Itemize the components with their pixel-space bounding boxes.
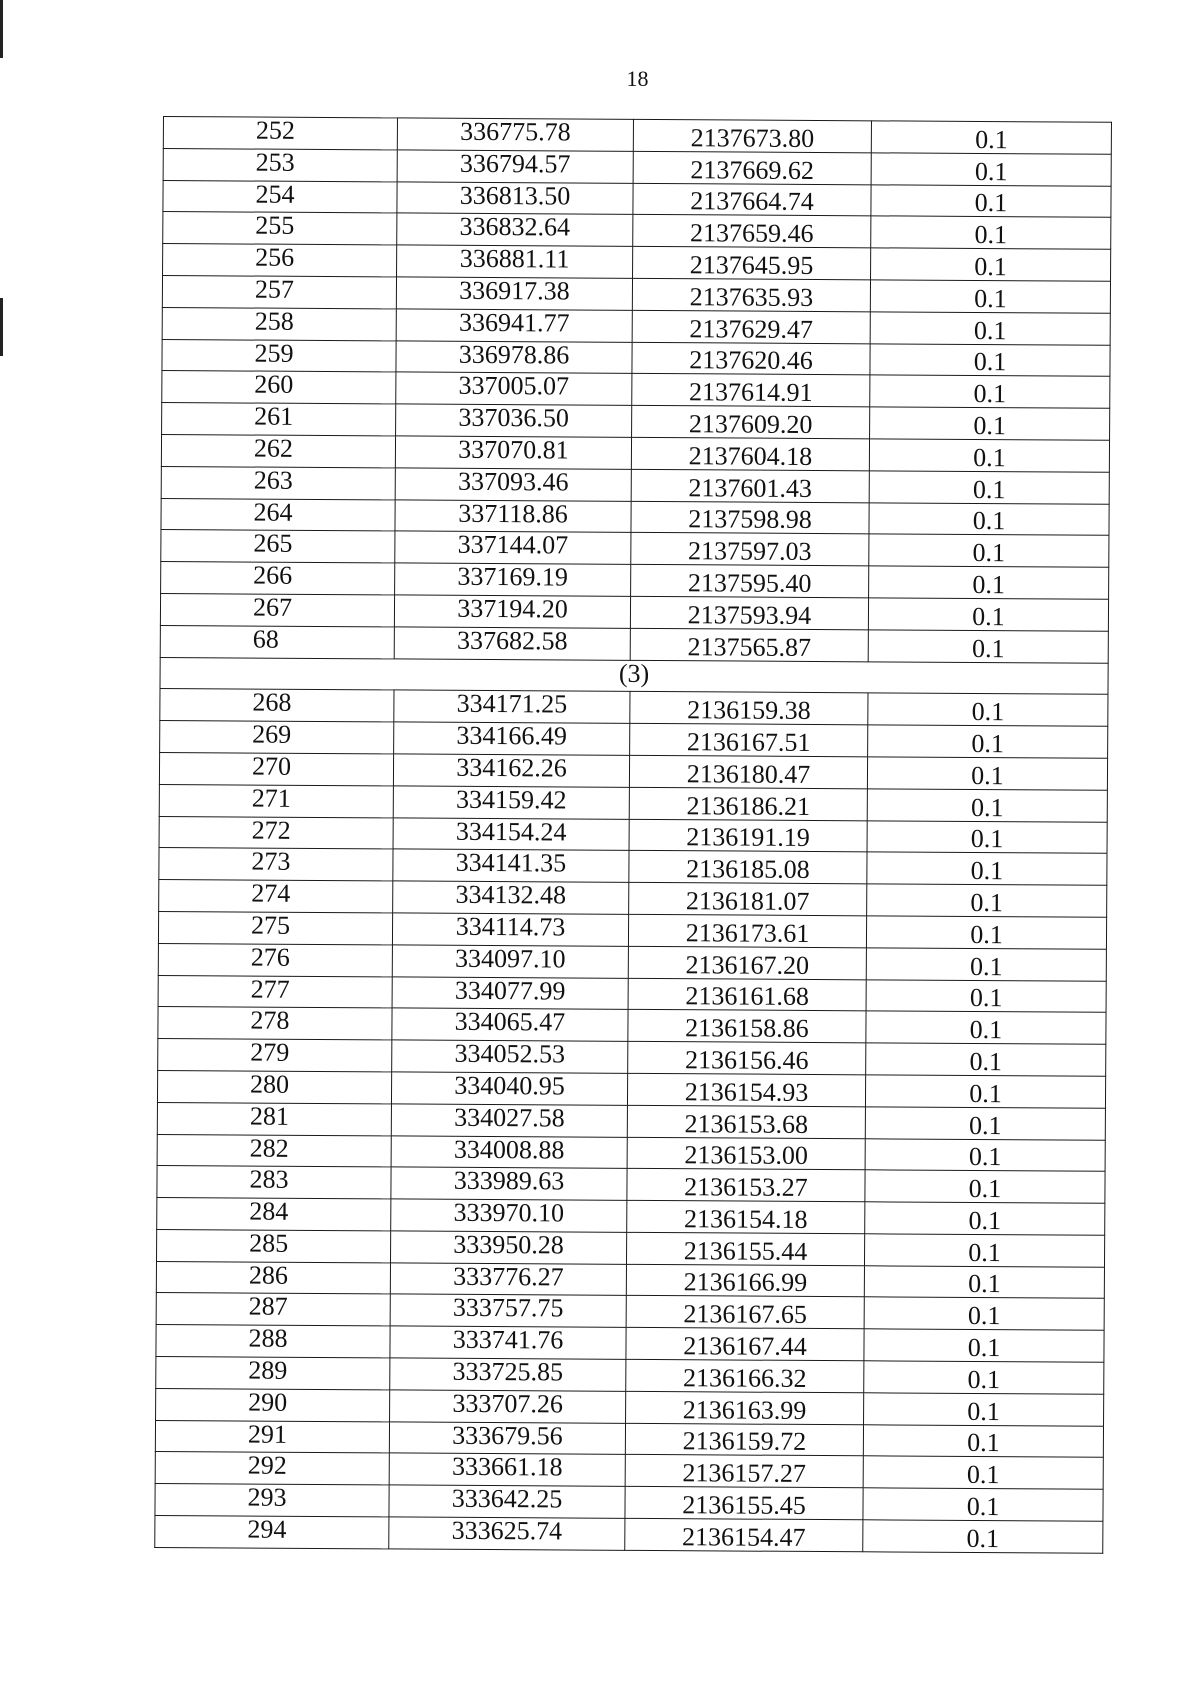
point-number-cell: 274 [159, 880, 393, 913]
x-coordinate-cell: 333707.26 [390, 1390, 626, 1423]
value-cell: 0.1 [867, 852, 1107, 885]
y-coordinate-cell: 2136153.68 [627, 1105, 865, 1138]
value-cell: 0.1 [870, 375, 1110, 408]
y-coordinate-cell: 2136154.47 [625, 1518, 863, 1551]
x-coordinate-cell: 333950.28 [391, 1231, 627, 1264]
point-number-cell: 277 [158, 975, 392, 1008]
x-coordinate-cell: 336832.64 [397, 213, 633, 246]
point-number-cell: 286 [156, 1261, 390, 1294]
point-number-cell: 252 [163, 117, 397, 150]
section-label: (3) [160, 657, 1108, 695]
point-number-cell: 284 [157, 1198, 391, 1231]
value-cell: 0.1 [868, 630, 1108, 663]
y-coordinate-cell: 2136154.18 [627, 1200, 865, 1233]
scan-edge-mark [0, 0, 3, 58]
x-coordinate-cell: 333625.74 [389, 1517, 625, 1550]
x-coordinate-cell: 336881.11 [397, 245, 633, 278]
y-coordinate-cell: 2137595.40 [631, 565, 869, 598]
x-coordinate-cell: 334166.49 [394, 722, 630, 755]
y-coordinate-cell: 2137664.74 [633, 183, 871, 216]
y-coordinate-cell: 2136166.99 [626, 1264, 864, 1297]
value-cell: 0.1 [867, 789, 1107, 822]
x-coordinate-cell: 334027.58 [391, 1104, 627, 1137]
point-number-cell: 276 [158, 943, 392, 976]
point-number-cell: 282 [157, 1134, 391, 1167]
value-cell: 0.1 [863, 1520, 1103, 1553]
value-cell: 0.1 [871, 153, 1111, 186]
coordinate-table [154, 116, 1112, 1554]
y-coordinate-cell: 2136180.47 [629, 755, 867, 788]
point-number-cell: 259 [162, 339, 396, 372]
y-coordinate-cell: 2137673.80 [633, 119, 871, 152]
y-coordinate-cell: 2136167.65 [626, 1296, 864, 1329]
point-number-cell: 255 [163, 212, 397, 245]
point-number-cell: 254 [163, 180, 397, 213]
x-coordinate-cell: 337093.46 [395, 468, 631, 501]
y-coordinate-cell: 2137601.43 [631, 469, 869, 502]
table-row [155, 1516, 1103, 1554]
x-coordinate-cell: 336917.38 [396, 277, 632, 310]
y-coordinate-cell: 2136154.93 [627, 1073, 865, 1106]
y-coordinate-cell: 2137598.98 [631, 501, 869, 534]
value-cell: 0.1 [871, 184, 1111, 217]
x-coordinate-cell: 334132.48 [393, 881, 629, 914]
point-number-cell: 278 [158, 1007, 392, 1040]
y-coordinate-cell: 2137620.46 [632, 342, 870, 375]
y-coordinate-cell: 2136167.51 [630, 724, 868, 757]
x-coordinate-cell: 333741.76 [390, 1326, 626, 1359]
value-cell: 0.1 [869, 439, 1109, 472]
y-coordinate-cell: 2136153.00 [627, 1137, 865, 1170]
y-coordinate-cell: 2136158.86 [628, 1010, 866, 1043]
x-coordinate-cell: 336775.78 [397, 118, 633, 151]
x-coordinate-cell: 334052.53 [392, 1040, 628, 1073]
value-cell: 0.1 [866, 979, 1106, 1012]
x-coordinate-cell: 334040.95 [391, 1072, 627, 1105]
x-coordinate-cell: 336941.77 [396, 309, 632, 342]
y-coordinate-cell: 2136156.46 [628, 1041, 866, 1074]
value-cell: 0.1 [866, 948, 1106, 981]
y-coordinate-cell: 2136153.27 [627, 1169, 865, 1202]
point-number-cell: 272 [159, 816, 393, 849]
y-coordinate-cell: 2137659.46 [633, 215, 871, 248]
y-coordinate-cell: 2136181.07 [629, 882, 867, 915]
point-number-cell: 253 [163, 148, 397, 181]
value-cell: 0.1 [864, 1297, 1104, 1330]
point-number-cell: 270 [159, 752, 393, 785]
point-number-cell: 258 [162, 307, 396, 340]
y-coordinate-cell: 2137609.20 [632, 406, 870, 439]
x-coordinate-cell: 333679.56 [389, 1422, 625, 1455]
y-coordinate-cell: 2136191.19 [629, 819, 867, 852]
value-cell: 0.1 [867, 757, 1107, 790]
value-cell: 0.1 [863, 1424, 1103, 1457]
point-number-cell: 283 [157, 1166, 391, 1199]
value-cell: 0.1 [867, 884, 1107, 917]
point-number-cell: 262 [161, 434, 395, 467]
point-number-cell: 264 [161, 498, 395, 531]
x-coordinate-cell: 334077.99 [392, 976, 628, 1009]
value-cell: 0.1 [864, 1329, 1104, 1362]
value-cell: 0.1 [869, 534, 1109, 567]
value-cell: 0.1 [870, 312, 1110, 345]
point-number-cell: 260 [162, 371, 396, 404]
value-cell: 0.1 [865, 1075, 1105, 1108]
value-cell: 0.1 [864, 1265, 1104, 1298]
point-number-cell: 281 [157, 1102, 391, 1135]
value-cell: 0.1 [863, 1456, 1103, 1489]
y-coordinate-cell: 2136161.68 [628, 978, 866, 1011]
value-cell: 0.1 [865, 1138, 1105, 1171]
y-coordinate-cell: 2136173.61 [628, 914, 866, 947]
point-number-cell: 269 [160, 721, 394, 754]
x-coordinate-cell: 336978.86 [396, 341, 632, 374]
value-cell: 0.1 [867, 820, 1107, 853]
point-number-cell: 285 [157, 1229, 391, 1262]
point-number-cell: 293 [155, 1484, 389, 1517]
x-coordinate-cell: 334097.10 [392, 945, 628, 978]
value-cell: 0.1 [865, 1202, 1105, 1235]
x-coordinate-cell: 337144.07 [395, 531, 631, 564]
point-number-cell: 287 [156, 1293, 390, 1326]
value-cell: 0.1 [869, 502, 1109, 535]
y-coordinate-cell: 2137604.18 [631, 437, 869, 470]
value-cell: 0.1 [864, 1234, 1104, 1267]
x-coordinate-cell: 333757.75 [390, 1294, 626, 1327]
x-coordinate-cell: 337682.58 [394, 627, 630, 660]
value-cell: 0.1 [871, 121, 1111, 154]
coordinate-table-body [155, 117, 1112, 1554]
point-number-cell: 280 [157, 1070, 391, 1103]
point-number-cell: 273 [159, 848, 393, 881]
y-coordinate-cell: 2136167.20 [628, 946, 866, 979]
y-coordinate-cell: 2136159.38 [630, 692, 868, 725]
value-cell: 0.1 [864, 1393, 1104, 1426]
y-coordinate-cell: 2137597.03 [631, 533, 869, 566]
point-number-cell: 267 [160, 593, 394, 626]
x-coordinate-cell: 334141.35 [393, 849, 629, 882]
x-coordinate-cell: 337169.19 [395, 563, 631, 596]
point-number-cell: 268 [160, 689, 394, 722]
point-number-cell: 266 [161, 562, 395, 595]
x-coordinate-cell: 334171.25 [394, 690, 630, 723]
y-coordinate-cell: 2136185.08 [629, 851, 867, 884]
y-coordinate-cell: 2137629.47 [632, 310, 870, 343]
point-number-cell: 265 [161, 530, 395, 563]
value-cell: 0.1 [869, 566, 1109, 599]
x-coordinate-cell: 337005.07 [396, 372, 632, 405]
value-cell: 0.1 [868, 693, 1108, 726]
x-coordinate-cell: 334008.88 [391, 1135, 627, 1168]
y-coordinate-cell: 2136155.45 [625, 1487, 863, 1520]
point-number-cell: 288 [156, 1325, 390, 1358]
x-coordinate-cell: 334159.42 [393, 786, 629, 819]
point-number-cell: 256 [163, 244, 397, 277]
point-number-cell: 279 [158, 1039, 392, 1072]
value-cell: 0.1 [871, 248, 1111, 281]
x-coordinate-cell: 336794.57 [397, 150, 633, 183]
point-number-cell: 292 [155, 1452, 389, 1485]
value-cell: 0.1 [863, 1488, 1103, 1521]
scan-edge-mark [0, 298, 3, 356]
y-coordinate-cell: 2137593.94 [630, 596, 868, 629]
value-cell: 0.1 [868, 598, 1108, 631]
x-coordinate-cell: 334114.73 [392, 913, 628, 946]
y-coordinate-cell: 2136159.72 [625, 1423, 863, 1456]
y-coordinate-cell: 2137565.87 [630, 628, 868, 661]
y-coordinate-cell: 2136167.44 [626, 1328, 864, 1361]
value-cell: 0.1 [870, 407, 1110, 440]
y-coordinate-cell: 2137635.93 [632, 278, 870, 311]
point-number-cell: 291 [155, 1420, 389, 1453]
value-cell: 0.1 [869, 471, 1109, 504]
value-cell: 0.1 [864, 1361, 1104, 1394]
value-cell: 0.1 [865, 1170, 1105, 1203]
point-number-cell: 289 [156, 1357, 390, 1390]
page-number: 18 [626, 66, 649, 91]
y-coordinate-cell: 2136163.99 [626, 1391, 864, 1424]
point-number-cell: 275 [158, 911, 392, 944]
point-number-cell: 271 [159, 784, 393, 817]
value-cell: 0.1 [868, 725, 1108, 758]
value-cell: 0.1 [866, 1043, 1106, 1076]
value-cell: 0.1 [871, 216, 1111, 249]
x-coordinate-cell: 333776.27 [390, 1263, 626, 1296]
y-coordinate-cell: 2137614.91 [632, 374, 870, 407]
y-coordinate-cell: 2136186.21 [629, 787, 867, 820]
x-coordinate-cell: 334065.47 [392, 1008, 628, 1041]
point-number-cell: 290 [156, 1388, 390, 1421]
value-cell: 0.1 [866, 916, 1106, 949]
x-coordinate-cell: 334162.26 [393, 754, 629, 787]
point-number-cell: 257 [162, 275, 396, 308]
x-coordinate-cell: 333989.63 [391, 1167, 627, 1200]
value-cell: 0.1 [870, 280, 1110, 313]
x-coordinate-cell: 337194.20 [394, 595, 630, 628]
point-number-cell: 68 [160, 625, 394, 658]
y-coordinate-cell: 2136166.32 [626, 1359, 864, 1392]
x-coordinate-cell: 337036.50 [396, 404, 632, 437]
y-coordinate-cell: 2136155.44 [626, 1232, 864, 1265]
point-number-cell: 261 [162, 403, 396, 436]
y-coordinate-cell: 2137669.62 [633, 151, 871, 184]
x-coordinate-cell: 337118.86 [395, 499, 631, 532]
x-coordinate-cell: 333725.85 [390, 1358, 626, 1391]
point-number-cell: 263 [161, 466, 395, 499]
x-coordinate-cell: 333970.10 [391, 1199, 627, 1232]
x-coordinate-cell: 337070.81 [395, 436, 631, 469]
x-coordinate-cell: 333642.25 [389, 1485, 625, 1518]
y-coordinate-cell: 2137645.95 [633, 247, 871, 280]
x-coordinate-cell: 336813.50 [397, 182, 633, 215]
value-cell: 0.1 [865, 1107, 1105, 1140]
value-cell: 0.1 [866, 1011, 1106, 1044]
value-cell: 0.1 [870, 343, 1110, 376]
point-number-cell: 294 [155, 1516, 389, 1549]
x-coordinate-cell: 334154.24 [393, 817, 629, 850]
x-coordinate-cell: 333661.18 [389, 1453, 625, 1486]
y-coordinate-cell: 2136157.27 [625, 1455, 863, 1488]
